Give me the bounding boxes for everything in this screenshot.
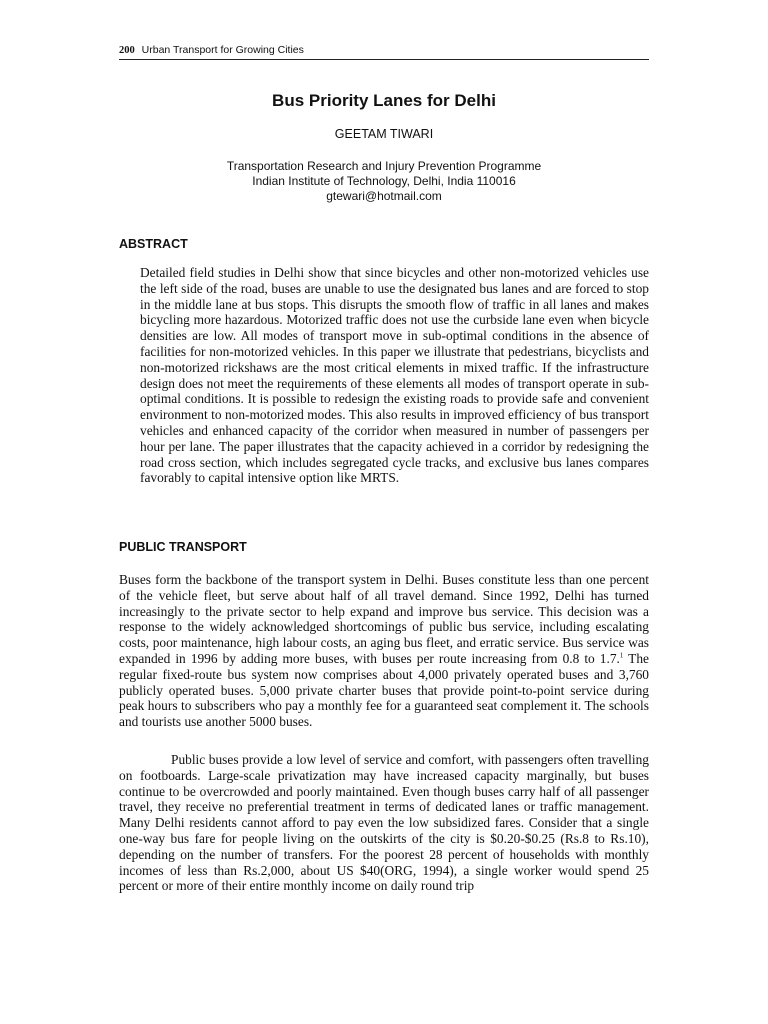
abstract-heading: ABSTRACT xyxy=(119,237,188,251)
body-paragraph-1 xyxy=(119,572,649,730)
body-paragraph-2: Public buses provide a low level of service and comfort, with passengers often travelling on footboards. Large-scale privatization may have increased capacity marginally, but buses continue to be overcrowded and poorly maintained. Even though buses carry half of all passenger travel, they receive no preferential treatment in terms of dedicated lanes or traffic management. Many Delhi residents cannot afford to pay even the low subsidized fares. Consider that a single one-way bus fare for people living on the outskirts of the city is $0.20-$0.25 (Rs.8 to Rs.10), depending on the number of transfers. For the poorest 28 percent of households with monthly incomes of less than Rs.2,000, about US $40(ORG, 1994), a single worker would spend 25 percent or more of their entire monthly income on daily round trip xyxy=(119,752,649,894)
paragraph-text: Buses form the backbone of the transport system in Delhi. Buses constitute less than one percent of the vehicle fleet, but serve about half of all travel demand. Since 1992, Delhi has turned increasingly to the private sector to help expand and improve bus service. This decision was a response to the widely acknowledged shortcomings of public bus service, including escalating costs, poor maintenance, high labour costs, an aging bus fleet, and erratic service. Bus service was expanded in 1996 by adding more buses, with buses per route increasing from 0.8 to 1.7. xyxy=(119,572,649,666)
running-title: Urban Transport for Growing Cities xyxy=(141,44,304,56)
affiliation-line-1: Transportation Research and Injury Prevention Programme xyxy=(226,159,542,173)
author-name: GEETAM TIWARI xyxy=(334,127,434,141)
article-title: Bus Priority Lanes for Delhi xyxy=(272,91,496,110)
author-email: gtewari@hotmail.com xyxy=(326,189,442,203)
affiliation-line-2: Indian Institute of Technology, Delhi, India 110016 xyxy=(252,174,516,188)
abstract-paragraph: Detailed field studies in Delhi show that since bicycles and other non-motorized vehicles use the left side of the road, buses are unable to use the designated bus lanes and are forced to stop in the middle lane at bus stops. This disrupts the smooth flow of traffic in all lanes and makes bicycling more hazardous. Motorized traffic does not use the curbside lane even when bicycle densities are low. All modes of transport move in sub-optimal conditions in the absence of facilities for non-motorized vehicles. In this paper we illustrate that pedestrians, bicyclists and non-motorized rickshaws are the most critical elements in mixed traffic. If the infrastructure design does not meet the requirements of these elements all modes of transport operate in sub-optimal conditions. It is possible to redesign the existing roads to provide safe and convenient environment to non-motorized modes. This also results in improved efficiency of bus transport vehicles and enhanced capacity of the corridor when measured in number of passengers per hour per lane. The paper illustrates that the capacity achieved in a corridor by redesigning the road cross section, which includes segregated cycle tracks, and exclusive bus lanes compares favorably to capital intensive option like MRTS. xyxy=(140,265,649,486)
section-heading-public-transport: PUBLIC TRANSPORT xyxy=(119,540,247,554)
running-header xyxy=(119,44,649,57)
header-rule xyxy=(119,59,649,60)
author-affiliation xyxy=(119,159,649,204)
page-number: 200 xyxy=(119,45,135,56)
paragraph-text: The regular fixed-route bus system now comprises about 4,000 privately operated buses and 3,760 publicly operated buses. 5,000 private charter buses that provide point-to-point service during peak hours to subscribers who pay a monthly fee for a guaranteed seat complement it. The schools and tourists use another 5000 buses. xyxy=(119,650,649,730)
footnote-reference: 1 xyxy=(619,651,624,660)
